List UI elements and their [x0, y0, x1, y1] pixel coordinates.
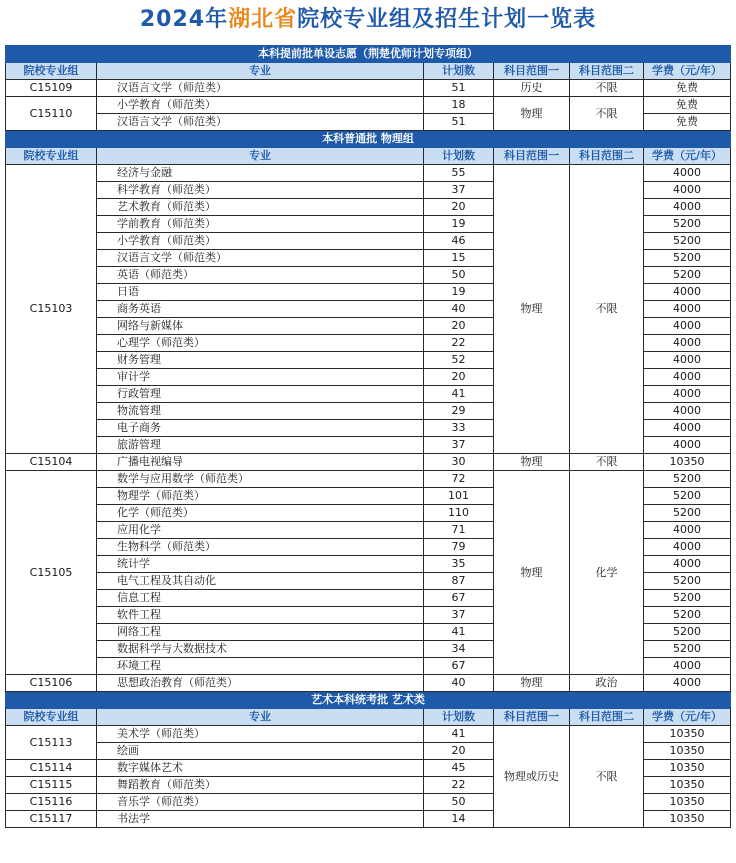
major-cell: 汉语言文学（师范类）	[97, 80, 424, 97]
tuition-cell: 免费	[644, 97, 731, 114]
tuition-cell: 4000	[644, 539, 731, 556]
major-cell: 应用化学	[97, 522, 424, 539]
plan-count-cell: 110	[424, 505, 494, 522]
plan-count-cell: 50	[424, 267, 494, 284]
plan-count-cell: 19	[424, 284, 494, 301]
tuition-cell: 5200	[644, 233, 731, 250]
major-cell: 旅游管理	[97, 437, 424, 454]
tuition-cell: 5200	[644, 267, 731, 284]
table-row	[6, 471, 731, 488]
subject-range-2-cell: 不限	[570, 726, 644, 828]
table-row	[6, 97, 731, 114]
major-cell: 生物科学（师范类）	[97, 539, 424, 556]
group-code-cell: C15105	[6, 471, 97, 675]
group-code-cell: C15110	[6, 97, 97, 131]
major-cell: 美术学（师范类）	[97, 726, 424, 743]
major-cell: 艺术教育（师范类）	[97, 199, 424, 216]
column-header: 院校专业组	[6, 709, 97, 726]
group-code-cell: C15117	[6, 811, 97, 828]
plan-count-cell: 35	[424, 556, 494, 573]
table-row	[6, 165, 731, 182]
tuition-cell: 5200	[644, 216, 731, 233]
column-header: 计划数	[424, 709, 494, 726]
tuition-cell: 10350	[644, 743, 731, 760]
tuition-cell: 4000	[644, 403, 731, 420]
column-header: 科目范围二	[570, 148, 644, 165]
tuition-cell: 10350	[644, 794, 731, 811]
plan-count-cell: 22	[424, 335, 494, 352]
plan-count-cell: 87	[424, 573, 494, 590]
major-cell: 汉语言文学（师范类）	[97, 250, 424, 267]
subject-range-2-cell: 不限	[570, 165, 644, 454]
subject-range-2-cell: 政治	[570, 675, 644, 692]
major-cell: 信息工程	[97, 590, 424, 607]
group-code-cell: C15109	[6, 80, 97, 97]
major-cell: 经济与金融	[97, 165, 424, 182]
tuition-cell: 4000	[644, 420, 731, 437]
plan-count-cell: 20	[424, 369, 494, 386]
tuition-cell: 4000	[644, 182, 731, 199]
major-cell: 数字媒体艺术	[97, 760, 424, 777]
plan-count-cell: 29	[424, 403, 494, 420]
section-title: 艺术本科统考批 艺术类	[6, 692, 731, 709]
group-code-cell: C15103	[6, 165, 97, 454]
tuition-cell: 4000	[644, 335, 731, 352]
major-cell: 科学教育（师范类）	[97, 182, 424, 199]
major-cell: 小学教育（师范类）	[97, 97, 424, 114]
major-cell: 心理学（师范类）	[97, 335, 424, 352]
column-header: 专业	[97, 148, 424, 165]
tuition-cell: 4000	[644, 352, 731, 369]
major-cell: 统计学	[97, 556, 424, 573]
group-code-cell: C15115	[6, 777, 97, 794]
column-header: 专业	[97, 709, 424, 726]
plan-count-cell: 41	[424, 726, 494, 743]
major-cell: 英语（师范类）	[97, 267, 424, 284]
plan-count-cell: 72	[424, 471, 494, 488]
tuition-cell: 4000	[644, 199, 731, 216]
tuition-cell: 5200	[644, 590, 731, 607]
tuition-cell: 5200	[644, 250, 731, 267]
plan-count-cell: 20	[424, 199, 494, 216]
tuition-cell: 4000	[644, 522, 731, 539]
major-cell: 软件工程	[97, 607, 424, 624]
major-cell: 物理学（师范类）	[97, 488, 424, 505]
major-cell: 小学教育（师范类）	[97, 233, 424, 250]
plan-count-cell: 67	[424, 590, 494, 607]
subject-range-2-cell: 化学	[570, 471, 644, 675]
header-row	[6, 148, 731, 165]
plan-count-cell: 15	[424, 250, 494, 267]
plan-count-cell: 30	[424, 454, 494, 471]
tuition-cell: 5200	[644, 488, 731, 505]
title-year: 2024年	[139, 7, 229, 32]
plan-count-cell: 101	[424, 488, 494, 505]
tuition-cell: 10350	[644, 811, 731, 828]
tuition-cell: 5200	[644, 505, 731, 522]
title-province: 湖北省	[228, 7, 298, 32]
subject-range-1-cell: 物理或历史	[494, 726, 570, 828]
section-title-row	[6, 692, 731, 709]
column-header: 计划数	[424, 148, 494, 165]
column-header: 科目范围二	[570, 709, 644, 726]
header-row	[6, 709, 731, 726]
plan-count-cell: 20	[424, 743, 494, 760]
plan-count-cell: 19	[424, 216, 494, 233]
table-row	[6, 675, 731, 692]
subject-range-2-cell: 不限	[570, 454, 644, 471]
plan-count-cell: 71	[424, 522, 494, 539]
column-header: 院校专业组	[6, 148, 97, 165]
plan-count-cell: 20	[424, 318, 494, 335]
plan-count-cell: 50	[424, 794, 494, 811]
major-cell: 电气工程及其自动化	[97, 573, 424, 590]
group-code-cell: C15116	[6, 794, 97, 811]
subject-range-1-cell: 物理	[494, 97, 570, 131]
major-cell: 思想政治教育（师范类）	[97, 675, 424, 692]
group-code-cell: C15113	[6, 726, 97, 760]
tuition-cell: 免费	[644, 80, 731, 97]
column-header: 科目范围一	[494, 63, 570, 80]
major-cell: 日语	[97, 284, 424, 301]
subject-range-1-cell: 物理	[494, 471, 570, 675]
subject-range-2-cell: 不限	[570, 80, 644, 97]
column-header: 科目范围一	[494, 709, 570, 726]
tuition-cell: 10350	[644, 454, 731, 471]
tuition-cell: 4000	[644, 165, 731, 182]
major-cell: 音乐学（师范类）	[97, 794, 424, 811]
plan-count-cell: 34	[424, 641, 494, 658]
group-code-cell: C15104	[6, 454, 97, 471]
subject-range-2-cell: 不限	[570, 97, 644, 131]
subject-range-1-cell: 物理	[494, 675, 570, 692]
plan-count-cell: 51	[424, 80, 494, 97]
major-cell: 网络与新媒体	[97, 318, 424, 335]
plan-count-cell: 45	[424, 760, 494, 777]
tuition-cell: 4000	[644, 675, 731, 692]
major-cell: 电子商务	[97, 420, 424, 437]
column-header: 专业	[97, 63, 424, 80]
major-cell: 绘画	[97, 743, 424, 760]
tuition-cell: 10350	[644, 760, 731, 777]
group-code-cell: C15114	[6, 760, 97, 777]
enrollment-plan-table	[5, 45, 731, 828]
section-title-row	[6, 46, 731, 63]
tuition-cell: 4000	[644, 386, 731, 403]
tuition-cell: 4000	[644, 284, 731, 301]
plan-count-cell: 37	[424, 607, 494, 624]
plan-count-cell: 40	[424, 675, 494, 692]
plan-count-cell: 79	[424, 539, 494, 556]
column-header: 学费（元/年）	[644, 709, 731, 726]
group-code-cell: C15106	[6, 675, 97, 692]
header-row	[6, 63, 731, 80]
plan-count-cell: 41	[424, 386, 494, 403]
major-cell: 商务英语	[97, 301, 424, 318]
major-cell: 审计学	[97, 369, 424, 386]
page-title	[0, 0, 736, 40]
tuition-cell: 4000	[644, 301, 731, 318]
column-header: 科目范围二	[570, 63, 644, 80]
major-cell: 网络工程	[97, 624, 424, 641]
major-cell: 学前教育（师范类）	[97, 216, 424, 233]
tuition-cell: 4000	[644, 318, 731, 335]
major-cell: 数据科学与大数据技术	[97, 641, 424, 658]
plan-count-cell: 18	[424, 97, 494, 114]
tuition-cell: 5200	[644, 471, 731, 488]
tuition-cell: 4000	[644, 369, 731, 386]
plan-count-cell: 67	[424, 658, 494, 675]
major-cell: 财务管理	[97, 352, 424, 369]
title-main: 院校专业组及招生计划一览表	[297, 7, 597, 32]
plan-count-cell: 40	[424, 301, 494, 318]
tuition-cell: 5200	[644, 607, 731, 624]
major-cell: 书法学	[97, 811, 424, 828]
table-row	[6, 80, 731, 97]
tuition-cell: 10350	[644, 726, 731, 743]
column-header: 院校专业组	[6, 63, 97, 80]
plan-count-cell: 52	[424, 352, 494, 369]
subject-range-1-cell: 物理	[494, 165, 570, 454]
major-cell: 化学（师范类）	[97, 505, 424, 522]
subject-range-1-cell: 物理	[494, 454, 570, 471]
plan-count-cell: 55	[424, 165, 494, 182]
column-header: 学费（元/年）	[644, 63, 731, 80]
column-header: 计划数	[424, 63, 494, 80]
plan-count-cell: 51	[424, 114, 494, 131]
major-cell: 行政管理	[97, 386, 424, 403]
tuition-cell: 4000	[644, 556, 731, 573]
tuition-cell: 4000	[644, 437, 731, 454]
subject-range-1-cell: 历史	[494, 80, 570, 97]
major-cell: 数学与应用数学（师范类）	[97, 471, 424, 488]
section-title: 本科提前批单设志愿（荆楚优师计划专项组）	[6, 46, 731, 63]
column-header: 学费（元/年）	[644, 148, 731, 165]
major-cell: 物流管理	[97, 403, 424, 420]
plan-count-cell: 33	[424, 420, 494, 437]
tuition-cell: 免费	[644, 114, 731, 131]
plan-count-cell: 37	[424, 182, 494, 199]
tuition-cell: 5200	[644, 624, 731, 641]
plan-count-cell: 22	[424, 777, 494, 794]
table-row	[6, 726, 731, 743]
plan-count-cell: 37	[424, 437, 494, 454]
plan-count-cell: 46	[424, 233, 494, 250]
tuition-cell: 5200	[644, 573, 731, 590]
major-cell: 广播电视编导	[97, 454, 424, 471]
section-title: 本科普通批 物理组	[6, 131, 731, 148]
plan-count-cell: 41	[424, 624, 494, 641]
major-cell: 环境工程	[97, 658, 424, 675]
plan-count-cell: 14	[424, 811, 494, 828]
tuition-cell: 4000	[644, 658, 731, 675]
section-title-row	[6, 131, 731, 148]
column-header: 科目范围一	[494, 148, 570, 165]
major-cell: 舞蹈教育（师范类）	[97, 777, 424, 794]
table-row	[6, 454, 731, 471]
major-cell: 汉语言文学（师范类）	[97, 114, 424, 131]
tuition-cell: 10350	[644, 777, 731, 794]
tuition-cell: 5200	[644, 641, 731, 658]
